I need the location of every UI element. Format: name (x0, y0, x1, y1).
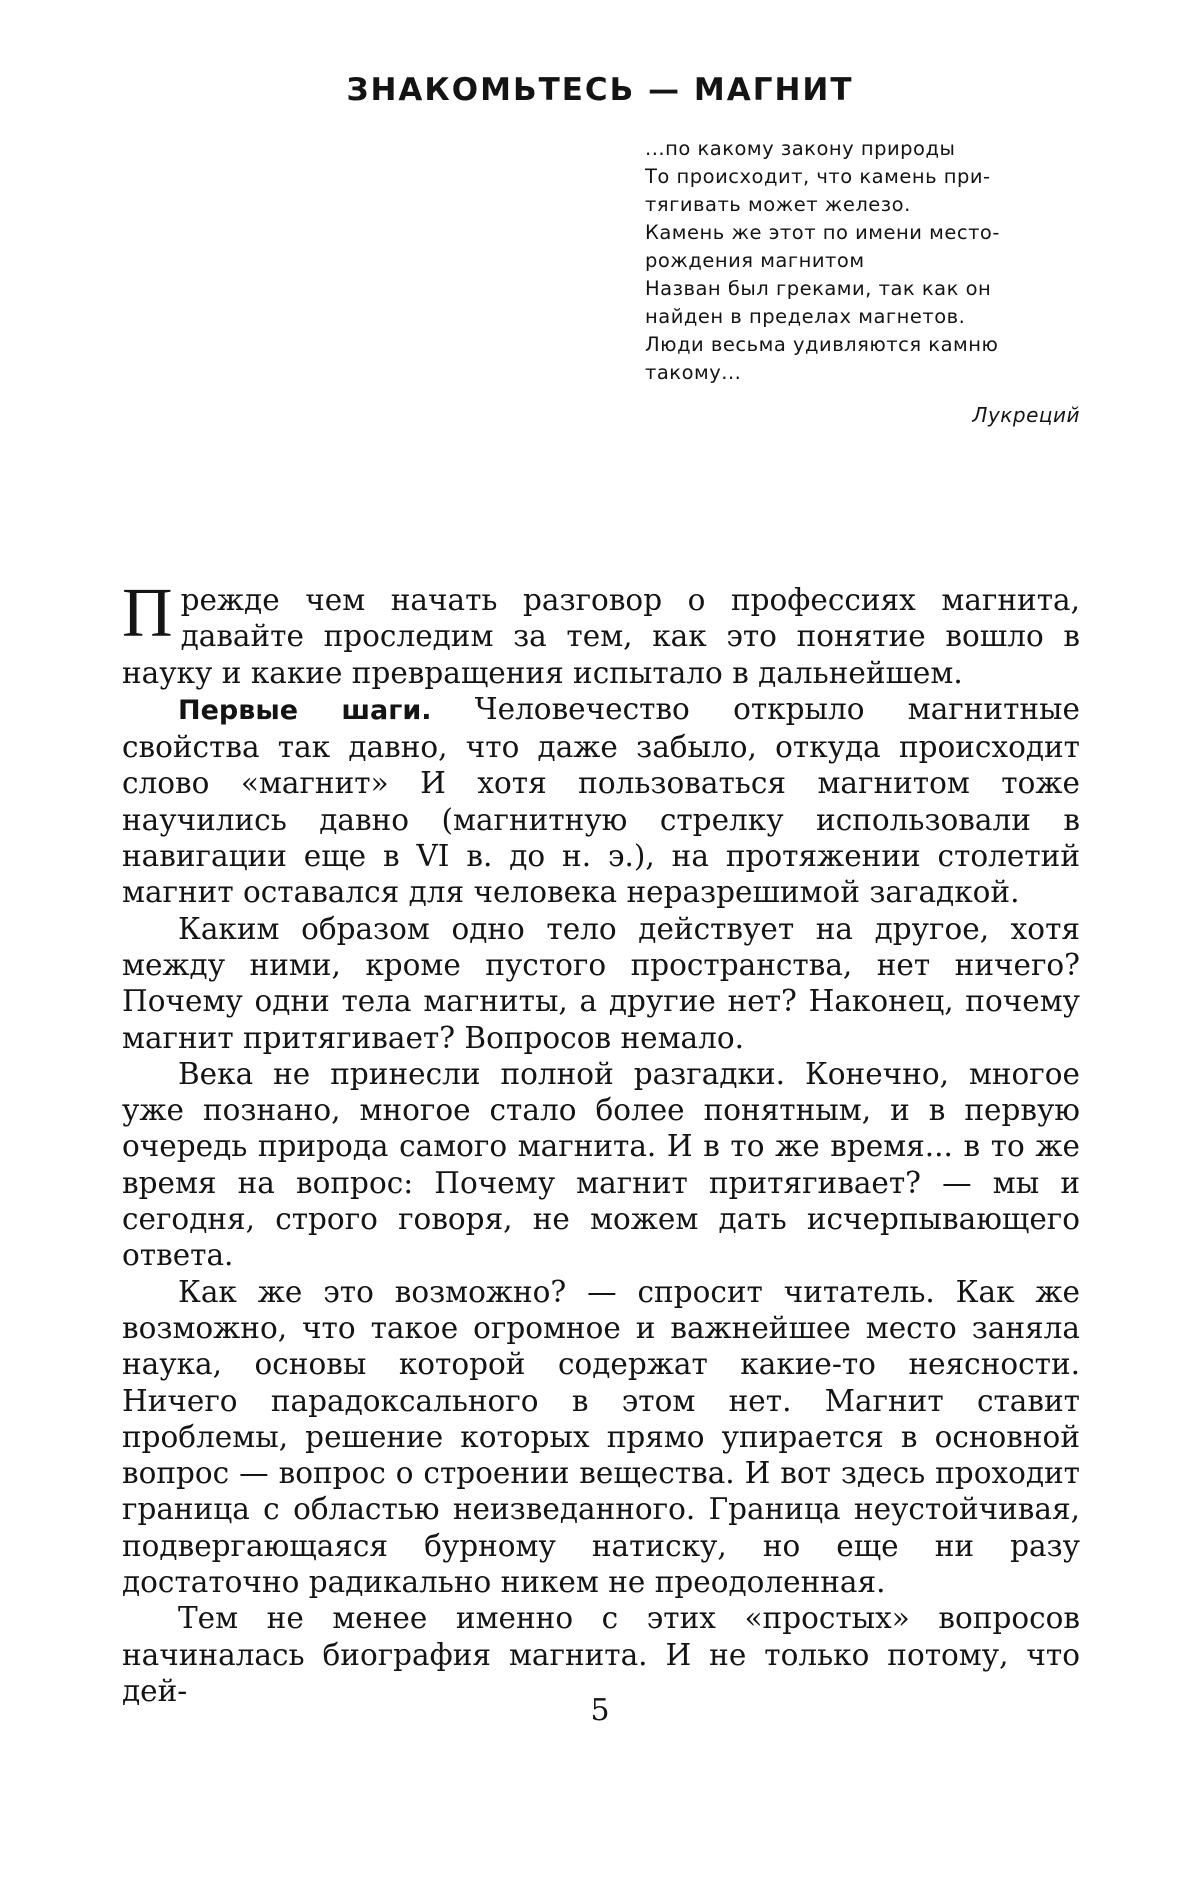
epigraph-author: Лукреций (645, 401, 1080, 429)
section-heading: Первые шаги. (178, 695, 432, 726)
section-paragraph (122, 691, 1080, 911)
body-paragraph: Как же это возможно? — спросит читатель. Как же возможно, что такое огромное и важнейшее место заняла наука, основы которой содержат какие-то неясности. Ничего парадоксального в этом нет. Магнит ставит проблемы, решение которых прямо упирается в основной вопрос — вопрос о строении вещества. И вот здесь проходит граница с областью неизведанного. Граница неустойчивая, подвергающаяся бурному натиску, но еще ни разу достаточно радикально никем не преодоленная. (122, 1274, 1080, 1601)
epigraph-line-continuation: рождения магнитом (645, 247, 1080, 275)
epigraph-line-text: То происходит, что камень при- (645, 165, 991, 188)
epigraph-line (645, 275, 1080, 331)
epigraph-line-text: Люди весьма удивляются камню (645, 333, 998, 356)
epigraph-line-text: Камень же этот по имени место- (645, 221, 1000, 244)
body-paragraph: Тем не менее именно с этих «простых» вопросов начиналась биография магнита. И не только потому, что дей- (122, 1600, 1080, 1709)
epigraph-line (645, 135, 1080, 163)
page-number: 5 (0, 1693, 1200, 1728)
epigraph-line-text: ...по какому закону природы (645, 137, 955, 160)
intro-paragraph (122, 582, 1080, 691)
epigraph-line-continuation: такому... (645, 359, 1080, 387)
body-text (122, 582, 1080, 1709)
section-text: Человечество открыло магнитные свойства так давно, что даже забыло, откуда происходит слово «магнит» И хотя пользоваться магнитом тоже научились давно (магнитную стрелку использовали в навигации еще в VI в. до н. э.), на протяжении столетий магнит оставался для человека неразрешимой загадкой. (122, 692, 1080, 909)
body-paragraph: Каким образом одно тело действует на другое, хотя между ними, кроме пустого пространства, нет ничего? Почему одни тела магниты, а другие нет? Наконец, почему магнит притягивает? Вопросов немало. (122, 911, 1080, 1056)
epigraph-line-continuation: тягивать может железо. (645, 191, 1080, 219)
epigraph-line-continuation: найден в пределах магнетов. (645, 303, 1080, 331)
epigraph-line (645, 331, 1080, 387)
drop-cap: П (122, 584, 173, 644)
epigraph-line-text: Назван был греками, так как он (645, 277, 991, 300)
epigraph-line (645, 219, 1080, 275)
body-paragraph: Века не принесли полной разгадки. Конечно, многое уже познано, многое стало более понятным, и в первую очередь природа самого магнита. И в то же время... в то же время на вопрос: Почему магнит притягивает? — мы и сегодня, строго говоря, не можем дать исчерпывающего ответа. (122, 1056, 1080, 1274)
intro-text: режде чем начать разговор о профессиях магнита, давайте проследим за тем, как это понятие вошло в науку и какие превращения испытало в дальнейшем. (122, 583, 1080, 690)
epigraph-line (645, 163, 1080, 219)
chapter-title: ЗНАКОМЬТЕСЬ — МАГНИТ (0, 72, 1200, 108)
epigraph (645, 135, 1080, 429)
